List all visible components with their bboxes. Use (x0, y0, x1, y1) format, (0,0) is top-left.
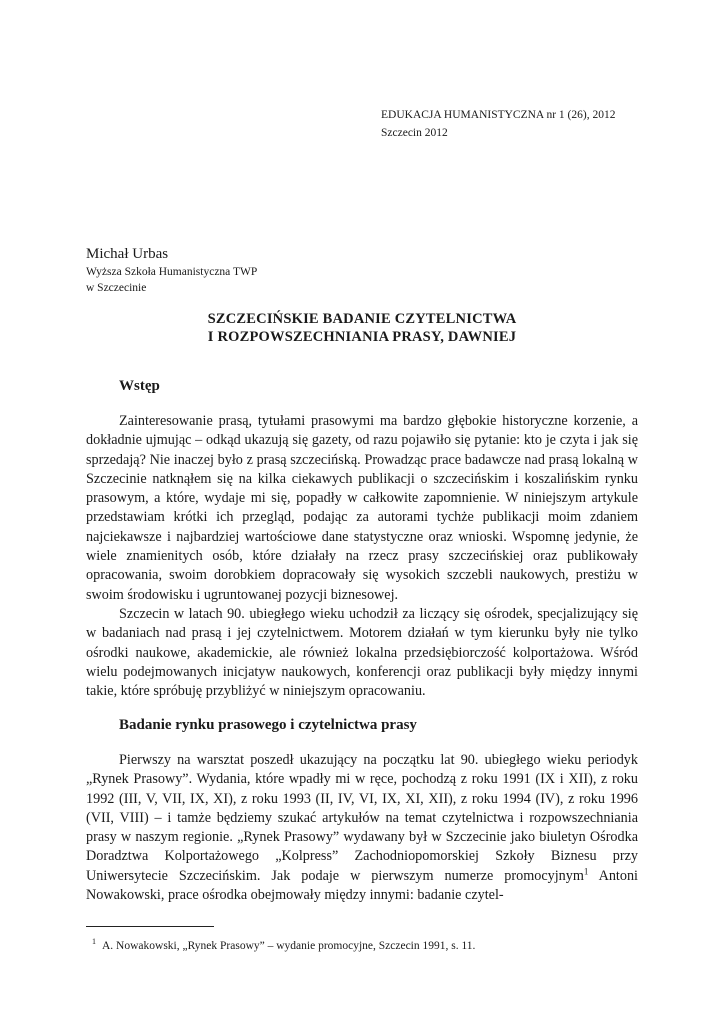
footnote-separator (86, 926, 214, 927)
market-section-body (86, 751, 638, 905)
section-heading-intro: Wstęp (119, 378, 160, 394)
journal-issue: EDUKACJA HUMANISTYCZNA nr 1 (26), 2012 (381, 109, 616, 121)
author-affiliation: Wyższa Szkoła Humanistyczna TWP (86, 266, 258, 278)
article-title (86, 310, 638, 346)
article-title-line-1: SZCZECIŃSKIE BADANIE CZYTELNICTWA (207, 311, 517, 327)
article-title-line-2: I ROZPOWSZECHNIANIA PRASY, DAWNIEJ (207, 329, 517, 345)
paragraph: Zainteresowanie prasą, tytułami prasowymi ma bardzo głębokie historyczne korzenie, a dokładnie ujmując – odkąd ukazują się gazety, od razu pojawiło się pytanie: kto je czyta i jak się sprzedają? Nie inaczej było z prasą szczecińską. Prowadząc prace badawcze nad prasą lokalną w Szczecinie natknąłem się na kilka ciekawych publikacji o szczecińskim i koszalińskim rynku prasowym, a które, wydaje mi się, popadły w całkowite zapomnienie. W niniejszym artykule przedstawiam krótki ich przegląd, podając za autorami tychże publikacji moim zdaniem najciekawsze i najbardziej wartościowe dane statystyczne oraz wnioski. Wspomnę jedynie, że wiele znamienitych osób, które działały na rzecz prasy szczecińskiej oraz publikowały opracowania, swoim dorobkiem dopracowały się wysokich szczebli naukowych, prestiżu w swoim środowisku i ugruntowanej pozycji biznesowej. (86, 413, 638, 603)
paragraph: Szczecin w latach 90. ubiegłego wieku uchodził za liczący się ośrodek, specjalizujący się w badaniach nad prasą i jej czytelnictwem. Motorem działań w tym kierunku były nie tylko ośrodki naukowe, akademickie, ale również lokalna przedsiębiorczość kolportażowa. Wśród wielu podejmowanych inicjatyw naukowych, konferencji oraz publikacji były między innymi takie, które spróbuję przybliżyć w niniejszym opracowaniu. (86, 605, 638, 700)
journal-place-year: Szczecin 2012 (381, 127, 448, 139)
paragraph (86, 751, 638, 905)
footnote-text: A. Nowakowski, „Rynek Prasowy” – wydanie promocyjne, Szczecin 1991, s. 11. (102, 939, 476, 952)
author-block (86, 244, 257, 296)
footnote-number: 1 (92, 937, 96, 946)
paragraph-text-continued: Antoni Nowakowski, prace ośrodka obejmowały między innymi: badanie czytel- (86, 867, 638, 904)
paragraph-text: Pierwszy na warsztat poszedł ukazujący na początku lat 90. ubiegłego wieku periodyk „Rynek Prasowy”. Wydania, które wpadły mi w ręce, pochodzą z roku 1991 (IX i XII), z roku 1992 (III, V, VII, IX, XI), z roku 1993 (II, IV, VI, IX, XI, XII), z roku 1994 (IV), z roku 1996 (VII, VIII) – i tamże będziemy szukać artykułów na temat czytelnictwa i rozpowszechniania prasy w naszym regionie. „Rynek Prasowy” wydawany był w Szczecinie jako biuletyn Ośrodka Doradztwa Kolportażowego „Kolpress” Zachodniopomorskiej Szkoły Biznesu przy Uniwersytecie Szczecińskim. Jak podaje w pierwszym numerze promocyjnym (86, 752, 638, 884)
footnote (86, 934, 475, 954)
footnote-reference[interactable]: 1 (583, 866, 589, 877)
author-name: Michał Urbas (86, 246, 169, 262)
journal-header (381, 106, 615, 142)
intro-section-body (86, 412, 638, 701)
author-affiliation-city: w Szczecinie (86, 282, 147, 294)
section-heading-market: Badanie rynku prasowego i czytelnictwa prasy (119, 717, 417, 733)
